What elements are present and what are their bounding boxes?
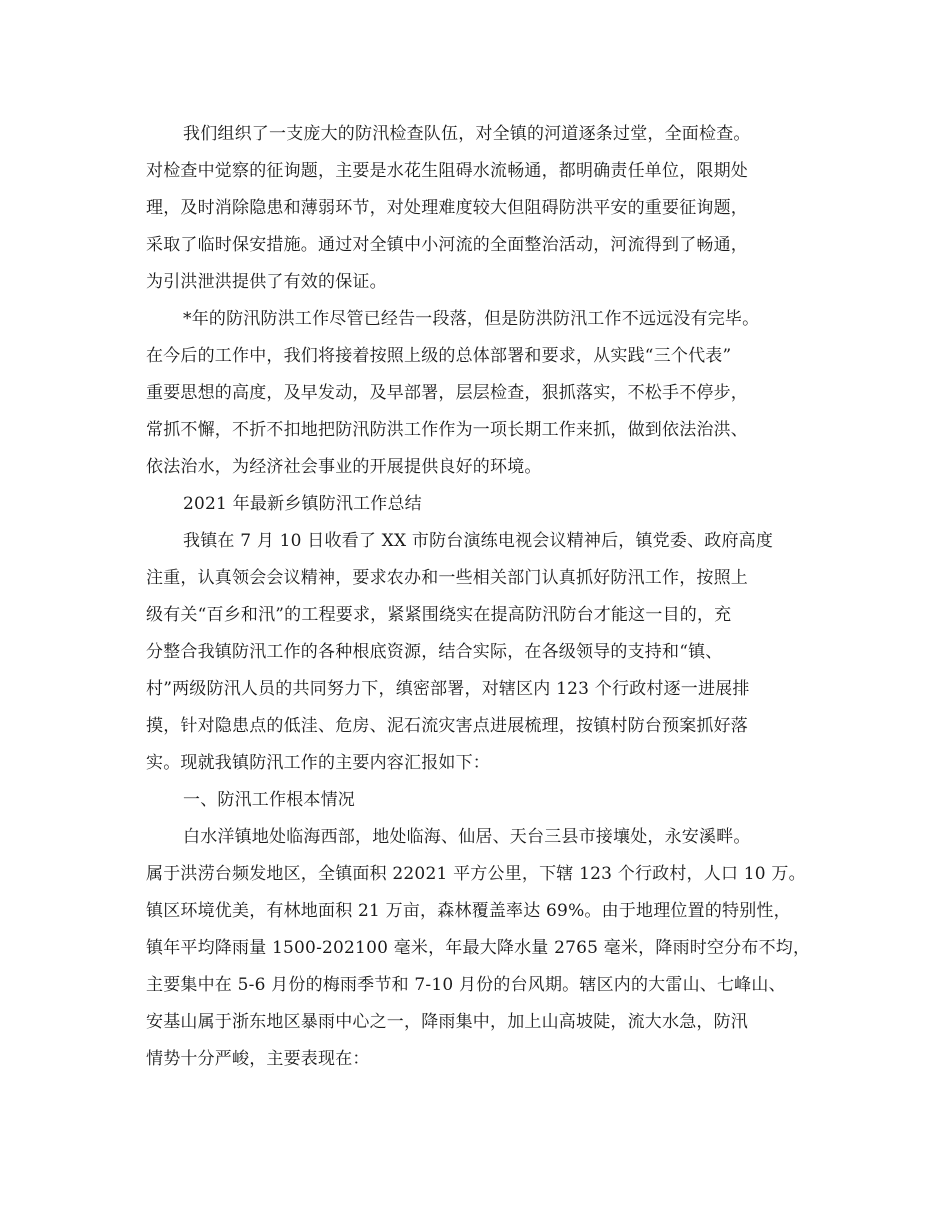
- text-line: 对检查中觉察的征询题，主要是水花生阻碍水流畅通，都明确责任单位，限期处: [146, 161, 748, 181]
- text-line: 重要思想的高度，及早发动，及早部署，层层检查，狠抓落实，不松手不停步，: [146, 383, 748, 403]
- text-line: 2021 年最新乡镇防汛工作总结: [183, 494, 422, 514]
- text-line: 采取了临时保安措施。通过对全镇中小河流的全面整治活动，河流得到了畅通，: [146, 235, 748, 255]
- text-line: 我们组织了一支庞大的防汛检查队伍，对全镇的河道逐条过堂，全面检查。: [183, 124, 751, 144]
- text-line: 我镇在 7 月 10 日收看了 XX 市防台演练电视会议精神后，镇党委、政府高度: [183, 531, 774, 551]
- text-line: 情势十分严峻，主要表现在：: [146, 1049, 370, 1069]
- text-line: 摸，针对隐患点的低洼、危房、泥石流灾害点进展梳理，按镇村防台预案抓好落: [146, 716, 748, 736]
- text-line: 镇年平均降雨量 1500-202100 毫米，年最大降水量 2765 毫米，降雨时空分布不均，: [146, 938, 811, 958]
- document-body: [146, 116, 816, 1078]
- text-line: 常抓不懈，不折不扣地把防汛防洪工作作为一项长期工作来抓，做到依法治洪、: [146, 420, 748, 440]
- text-line: 在今后的工作中，我们将接着按照上级的总体部署和要求，从实践“三个代表”: [146, 346, 732, 366]
- text-line: 属于洪涝台频发地区，全镇面积 22021 平方公里，下辖 123 个行政村，人口 10 万。: [146, 864, 806, 884]
- text-line: 为引洪泄洪提供了有效的保证。: [146, 272, 387, 292]
- text-line: *年的防汛防洪工作尽管已经告一段落，但是防洪防汛工作不远远没有完毕。: [183, 309, 760, 329]
- text-line: 注重，认真领会会议精神，要求农办和一些相关部门认真抓好防汛工作，按照上: [146, 568, 748, 588]
- text-line: 安基山属于浙东地区暴雨中心之一，降雨集中，加上山高坡陡，流大水急，防汛: [146, 1012, 748, 1032]
- text-line: 实。现就我镇防汛工作的主要内容汇报如下：: [146, 753, 490, 773]
- text-line: 村”两级防汛人员的共同努力下，缜密部署，对辖区内 123 个行政村逐一进展排: [146, 679, 750, 699]
- text-line: 白水洋镇地处临海西部，地处临海、仙居、天台三县市接壤处，永安溪畔。: [183, 827, 751, 847]
- text-line: 理，及时消除隐患和薄弱环节，对处理难度较大但阻碍防洪平安的重要征询题，: [146, 198, 748, 218]
- text-line: 一、防汛工作根本情况: [183, 790, 355, 810]
- text-line: 依法治水，为经济社会事业的开展提供良好的环境。: [146, 457, 542, 477]
- text-line: 镇区环境优美，有林地面积 21 万亩，森林覆盖率达 69%。由于地理位置的特别性，: [146, 901, 791, 921]
- text-line: 级有关“百乡和汛”的工程要求，紧紧围绕实在提高防汛防台才能这一目的，充: [146, 605, 732, 625]
- text-line: 分整合我镇防汛工作的各种根底资源，结合实际，在各级领导的支持和“镇、: [146, 642, 723, 662]
- text-line: 主要集中在 5-6 月份的梅雨季节和 7-10 月份的台风期。辖区内的大雷山、七峰山、: [146, 975, 786, 995]
